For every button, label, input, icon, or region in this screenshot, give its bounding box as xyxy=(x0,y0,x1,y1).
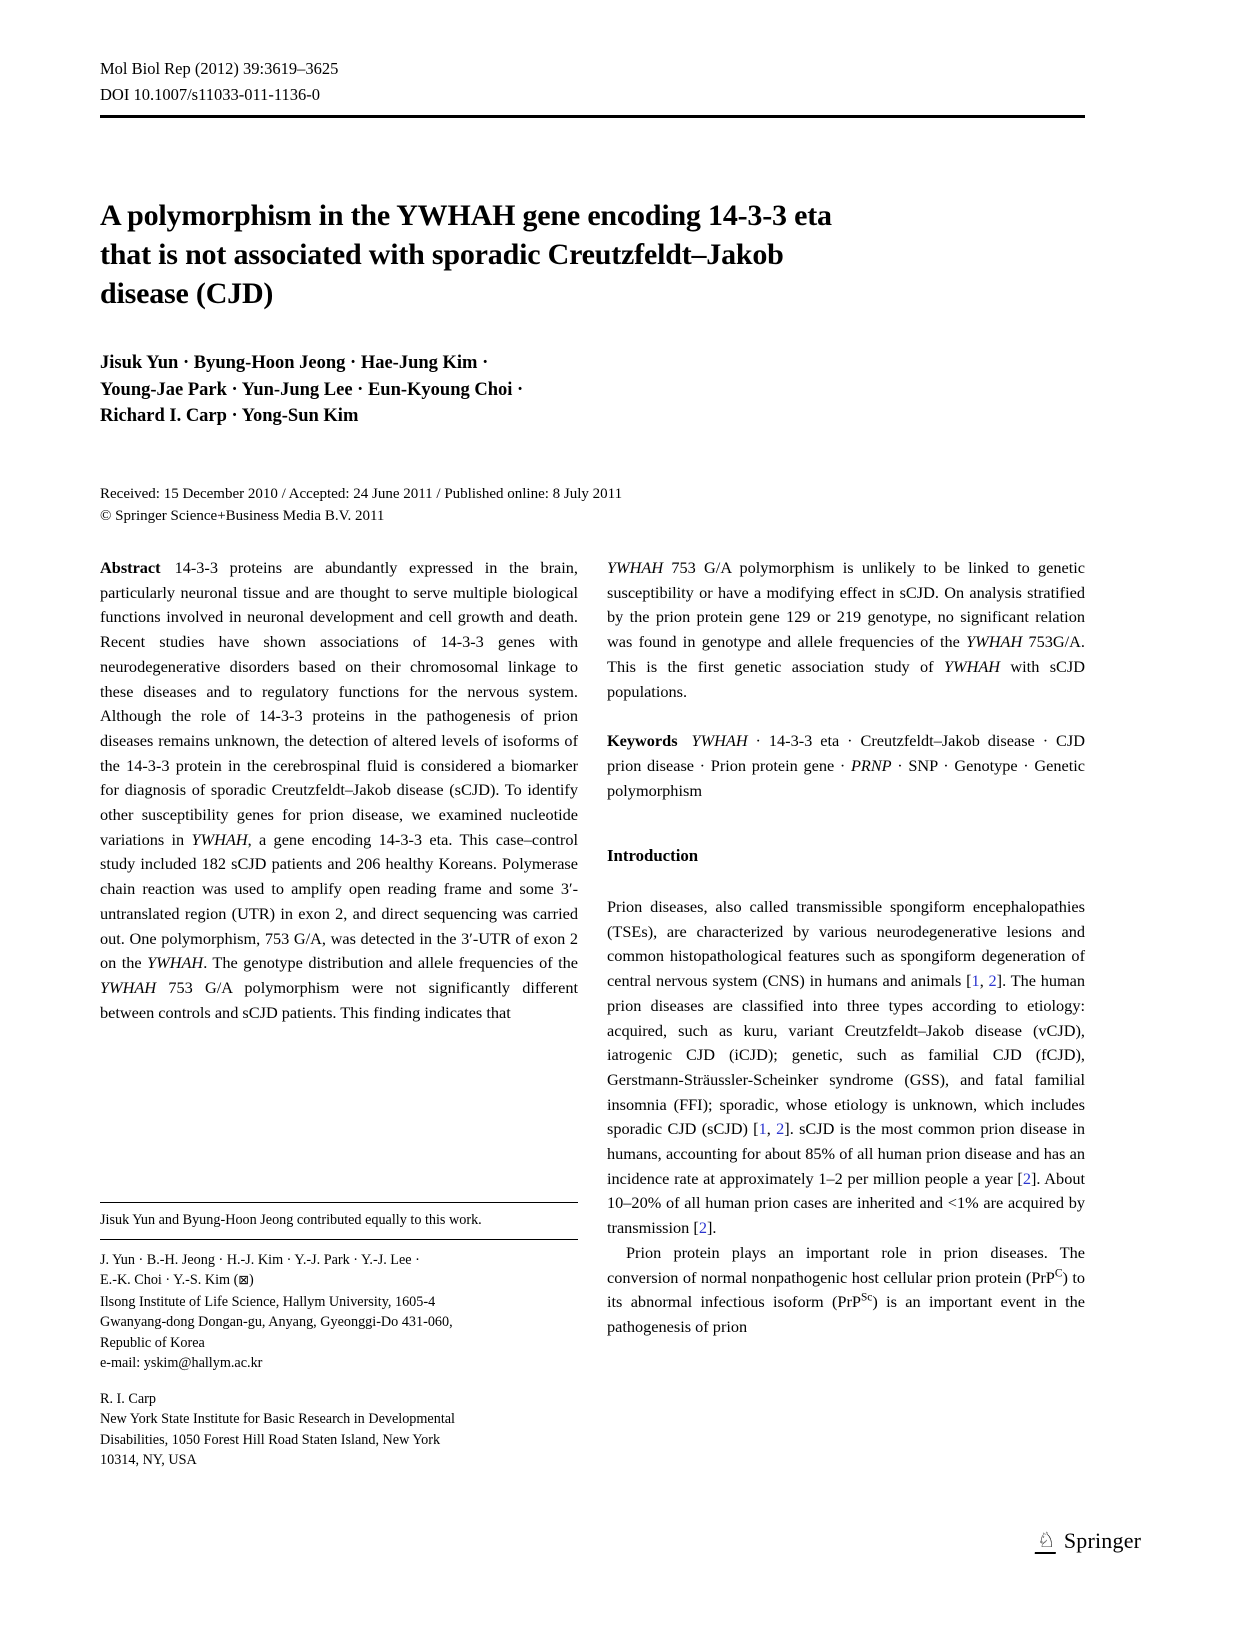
right-column xyxy=(607,556,1085,1340)
journal-header xyxy=(100,56,338,108)
keywords-paragraph: Keywords YWHAH · 14-3-3 eta · Creutzfeldt–Jakob disease · CJD prion disease · Prion protein gene · PRNP · SNP · Genotype · Genetic polymorphism xyxy=(607,731,1086,800)
affiliation-korea: J. Yun · B.-H. Jeong · H.-J. Kim · Y.-J. Park · Y.-J. Lee · E.-K. Choi · Y.-S. Kim (⊠) Ilsong Institute of Life Science, Hallym University, 1605-4 Gwanyang-dong Dongan-gu, Anyang, Gyeonggi-Do 431-060, Republic of Korea e-mail: yskim@hallym.ac.kr xyxy=(100,1251,453,1371)
page-title: A polymorphism in the YWHAH gene encoding 14-3-3 eta that is not associated with sporadic Creutzfeldt–Jakob disease (CJD) xyxy=(100,199,832,310)
abstract-paragraph: Abstract 14-3-3 proteins are abundantly expressed in the brain, particularly neuronal tissue and are thought to serve multiple biological functions involved in neuronal development and cell growth and death. Recent studies have shown associations of 14-3-3 genes with neurodegenerative disorders based on their chromosomal linkage to these diseases and to regulatory functions for the nervous system. Although the role of 14-3-3 proteins in the pathogenesis of prion diseases remains unknown, the detection of altered levels of isoforms of the 14-3-3 protein in the cerebrospinal fluid is considered a biomarker for diagnosis of sporadic Creutzfeldt–Jakob disease (sCJD). To identify other susceptibility genes for prion disease, we examined nucleotide variations in YWHAH, a gene encoding 14-3-3 eta. This case–control study included 182 sCJD patients and 206 healthy Koreans. Polymerase chain reaction was used to amplify open reading frame and some 3′-untranslated region (UTR) in exon 2, and direct sequencing was carried out. One polymorphism, 753 G/A, was detected in the 3′-UTR of exon 2 on the YWHAH. The genotype distribution and allele frequencies of the YWHAH 753 G/A polymorphism were not significantly different between controls and sCJD patients. This finding indicates that xyxy=(100,558,578,1022)
springer-logo-text: Springer xyxy=(1063,1528,1142,1553)
citation-link[interactable]: 1 xyxy=(971,971,980,991)
springer-horse-icon: ♘ xyxy=(1035,1528,1058,1552)
citation-link[interactable]: 2 xyxy=(698,1218,707,1238)
introduction-paragraph-1: Prion diseases, also called transmissible spongiform encephalopathies (TSEs), are characterized by various neurodegenerative lesions and common histopathological features such as spongiform degeneration of central nervous system (CNS) in humans and animals [1, 2]. The human prion diseases are classified into three types according to etiology: acquired, such as kuru, variant Creutzfeldt–Jakob disease (vCJD), iatrogenic CJD (iCJD); genetic, such as familial CJD (fCJD), Gerstmann-Sträussler-Scheinker syndrome (GSS), and fatal familial insomnia (FFI); sporadic, whose etiology is unknown, which includes sporadic CJD (sCJD) [1, 2]. sCJD is the most common prion disease in humans, accounting for about 85% of all human prion disease and has an incidence rate at approximately 1–2 per million people a year [2]. About 10–20% of all human prion cases are inherited and <1% are acquired by transmission [2]. xyxy=(607,897,1086,1238)
springer-logo xyxy=(1036,1528,1141,1554)
email-text: e-mail: yskim@hallym.ac.kr xyxy=(100,1355,263,1371)
footnote-divider-bottom xyxy=(100,1239,578,1240)
footnotes xyxy=(100,1202,600,1471)
doi-line: DOI 10.1007/s11033-011-1136-0 xyxy=(100,85,320,104)
header-divider xyxy=(100,115,1085,118)
journal-citation: Mol Biol Rep (2012) 39:3619–3625 xyxy=(100,59,339,78)
citation-link[interactable]: 1 xyxy=(758,1119,767,1139)
footnote-divider-top xyxy=(100,1202,578,1203)
left-column xyxy=(100,556,578,1025)
received-accepted-line: Received: 15 December 2010 / Accepted: 24 June 2011 / Published online: 8 July 2011 xyxy=(100,486,623,502)
affiliation-usa: R. I. Carp New York State Institute for Basic Research in Developmental Disabilities, 1050 Forest Hill Road Staten Island, New York 10314, NY, USA xyxy=(100,1390,455,1468)
citation-link[interactable]: 2 xyxy=(776,1119,785,1139)
introduction-paragraph-2: Prion protein plays an important role in prion diseases. The conversion of normal nonpathogenic host cellular prion protein (PrP$^C$) to its abnormal infectious isoform (PrP$^{Sc}$) is an important event in the pathogenesis of prion xyxy=(607,1242,1086,1336)
introduction-heading: Introduction xyxy=(607,846,699,866)
corresponding-author-icon: ⊠ xyxy=(238,1273,250,1288)
copyright-line: © Springer Science+Business Media B.V. 2011 xyxy=(100,508,385,524)
citation-link[interactable]: 2 xyxy=(988,971,997,991)
pub-dates xyxy=(100,483,622,527)
abstract-continuation: YWHAH 753 G/A polymorphism is unlikely to be linked to genetic susceptibility or have a modifying effect in sCJD. On analysis stratified by the prion protein gene 129 or 219 genotype, no significant relation was found in genotype and allele frequencies of the YWHAH 753G/A. This is the first genetic association study of YWHAH with sCJD populations. xyxy=(607,558,1085,701)
equal-contribution-note: Jisuk Yun and Byung-Hoon Jeong contributed equally to this work. xyxy=(100,1212,482,1228)
citation-link[interactable]: 2 xyxy=(1022,1168,1031,1188)
authors: Jisuk Yun · Byung-Hoon Jeong · Hae-Jung Kim · Young-Jae Park · Yun-Jung Lee · Eun-Kyoung Choi · Richard I. Carp · Yong-Sun Kim xyxy=(100,353,524,426)
